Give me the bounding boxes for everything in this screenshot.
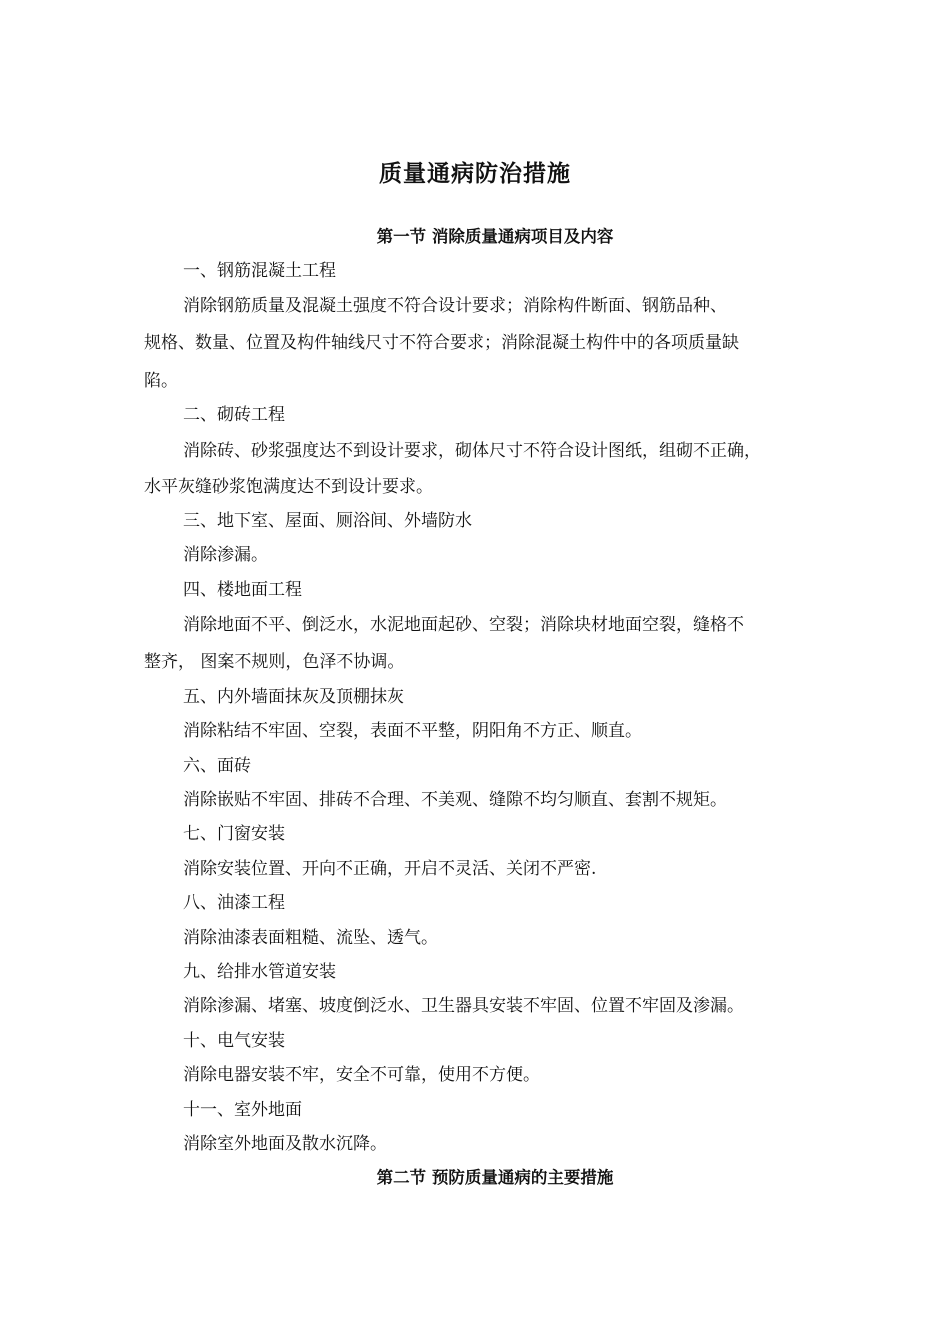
item-heading-7: 七、门窗安装 <box>183 824 285 844</box>
paragraph-line: 消除砖、砂浆强度达不到设计要求，砌体尺寸不符合设计图纸，组砌不正确， <box>183 441 761 461</box>
paragraph-line: 消除安装位置、开向不正确，开启不灵活、关闭不严密. <box>183 859 597 879</box>
item-heading-5: 五、内外墙面抹灰及顶棚抹灰 <box>183 687 404 707</box>
paragraph-line: 消除油漆表面粗糙、流坠、透气。 <box>183 928 438 948</box>
item-heading-8: 八、油漆工程 <box>183 893 285 913</box>
paragraph-line: 消除嵌贴不牢固、排砖不合理、不美观、缝隙不均匀顺直、套割不规矩。 <box>183 790 727 810</box>
item-heading-11: 十一、室外地面 <box>183 1100 302 1120</box>
paragraph-line: 整齐， 图案不规则，色泽不协调。 <box>144 652 405 672</box>
paragraph-line: 消除粘结不牢固、空裂，表面不平整，阴阳角不方正、顺直。 <box>183 721 642 741</box>
document-title: 质量通病防治措施 <box>379 161 571 187</box>
paragraph-line: 消除电器安装不牢，安全不可靠，使用不方便。 <box>183 1065 540 1085</box>
paragraph-line: 消除渗漏、堵塞、坡度倒泛水、卫生器具安装不牢固、位置不牢固及渗漏。 <box>183 996 744 1016</box>
section-heading-2: 第二节 预防质量通病的主要措施 <box>376 1168 614 1187</box>
item-heading-6: 六、面砖 <box>183 756 251 776</box>
item-heading-3: 三、地下室、屋面、厕浴间、外墙防水 <box>183 511 472 531</box>
paragraph-line: 消除室外地面及散水沉降。 <box>183 1134 387 1154</box>
section-heading-1: 第一节 消除质量通病项目及内容 <box>376 227 614 246</box>
item-heading-9: 九、给排水管道安装 <box>183 962 336 982</box>
paragraph-line: 规格、数量、位置及构件轴线尺寸不符合要求；消除混凝土构件中的各项质量缺 <box>144 333 739 353</box>
paragraph-line: 消除渗漏。 <box>183 545 268 565</box>
item-heading-4: 四、楼地面工程 <box>183 580 302 600</box>
paragraph-line: 陷。 <box>144 371 178 391</box>
item-heading-10: 十、电气安装 <box>183 1031 285 1051</box>
paragraph-line: 消除钢筋质量及混凝土强度不符合设计要求；消除构件断面、钢筋品种、 <box>183 296 727 316</box>
item-heading-2: 二、砌砖工程 <box>183 405 285 425</box>
paragraph-line: 消除地面不平、倒泛水，水泥地面起砂、空裂；消除块材地面空裂，缝格不 <box>183 615 744 635</box>
item-heading-1: 一、钢筋混凝土工程 <box>183 261 336 281</box>
paragraph-line: 水平灰缝砂浆饱满度达不到设计要求。 <box>144 477 433 497</box>
